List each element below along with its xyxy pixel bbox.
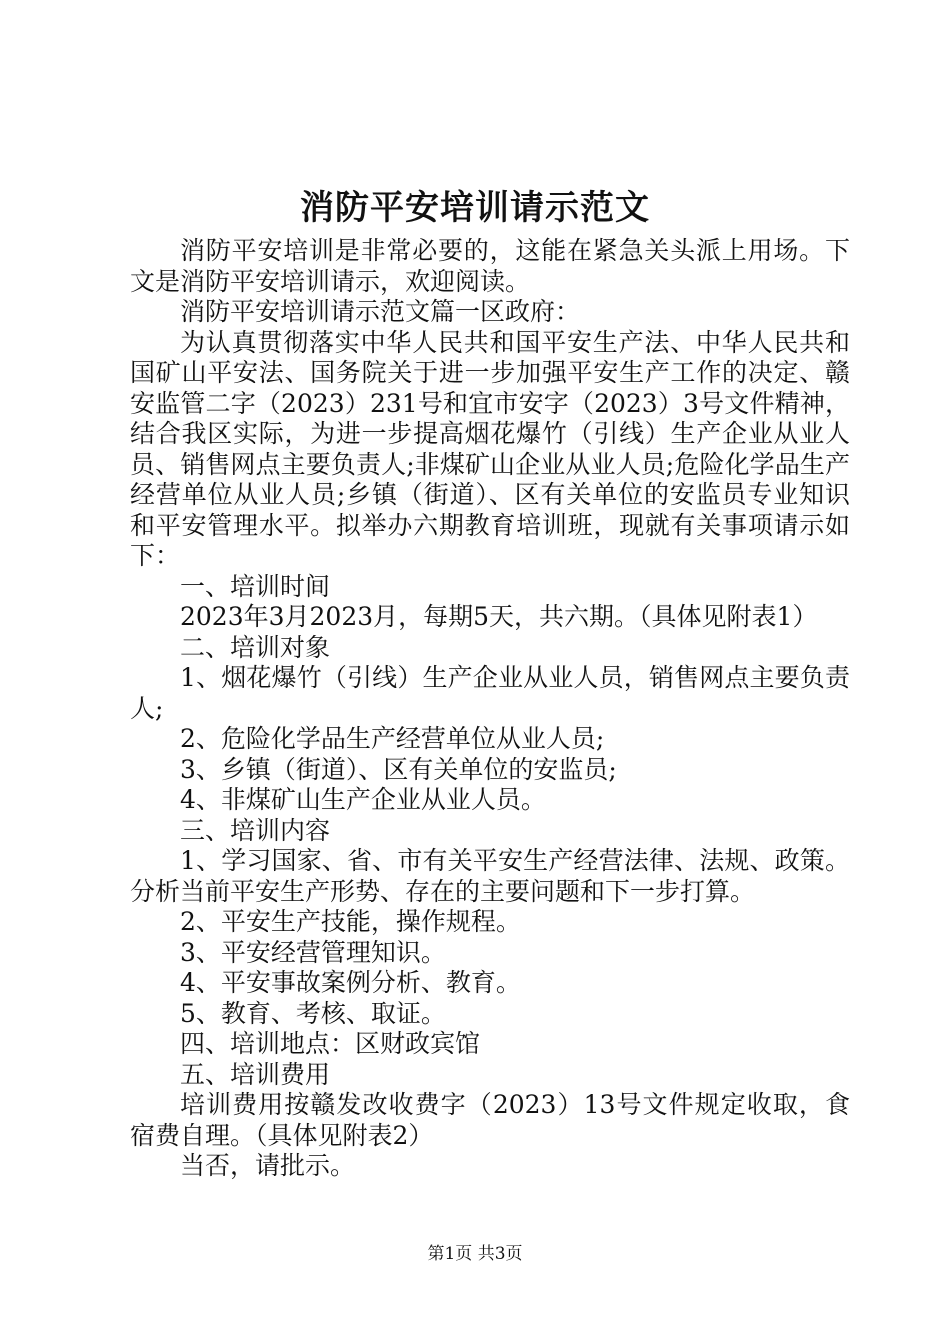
list-item-target-3: 3、乡镇（街道）、区有关单位的安监员;: [180, 754, 617, 784]
list-item-content-1: 1、学习国家、省、市有关平安生产经营法律、法规、政策。分析当前平安生产形势、存在的主要问题和下一步打算。: [130, 846, 850, 906]
paragraph-intro: 消防平安培训是非常必要的，这能在紧急关头派上用场。下文是消防平安培训请示，欢迎阅读。: [130, 236, 850, 296]
document-title: 消防平安培训请示范文: [300, 188, 650, 228]
list-item-target-1: 1、烟花爆竹（引线）生产企业从业人员，销售网点主要负责人;: [130, 663, 850, 723]
paragraph-addressee: 消防平安培训请示范文篇一区政府：: [180, 297, 581, 326]
section-heading-content: 三、培训内容: [180, 815, 331, 845]
list-item-content-5: 5、教育、考核、取证。: [180, 998, 446, 1028]
list-item-content-3: 3、平安经营管理知识。: [180, 937, 446, 967]
list-item-target-2: 2、危险化学品生产经营单位从业人员;: [180, 724, 605, 753]
list-item-content-2: 2、平安生产技能，操作规程。: [180, 907, 521, 936]
document-body: [130, 236, 850, 1182]
list-item-target-4: 4、非煤矿山生产企业从业人员。: [180, 785, 546, 814]
section-heading-location: 四、培训地点：区财政宾馆: [180, 1029, 481, 1058]
section-heading-fees: 五、培训费用: [180, 1059, 331, 1089]
page-number-footer: 第1页 共3页: [427, 1244, 523, 1264]
section-heading-time: 一、培训时间: [180, 571, 331, 601]
section-heading-targets: 二、培训对象: [180, 632, 331, 662]
paragraph-closing: 当否，请批示。: [180, 1151, 356, 1180]
paragraph-purpose: 为认真贯彻落实中华人民共和国平安生产法、中华人民共和国矿山平安法、国务院关于进一步加强平安生产工作的决定、赣安监管二字（2023）231号和宜市安字（2023）3号文件精神，结合我区实际，为进一步提高烟花爆竹（引线）生产企业从业人员、销售网点主要负责人;非煤矿山企业从业人员;危险化学品生产经营单位从业人员;乡镇（街道）、区有关单位的安监员专业知识和平安管理水平。拟举办六期教育培训班，现就有关事项请示如下：: [130, 327, 850, 570]
list-item-content-4: 4、平安事故案例分析、教育。: [180, 968, 521, 997]
paragraph-time: 2023年3月2023月，每期5天，共六期。（具体见附表1）: [180, 602, 818, 631]
paragraph-fees: 培训费用按赣发改收费字（2023）13号文件规定收取，食宿费自理。（具体见附表2）: [130, 1090, 850, 1150]
